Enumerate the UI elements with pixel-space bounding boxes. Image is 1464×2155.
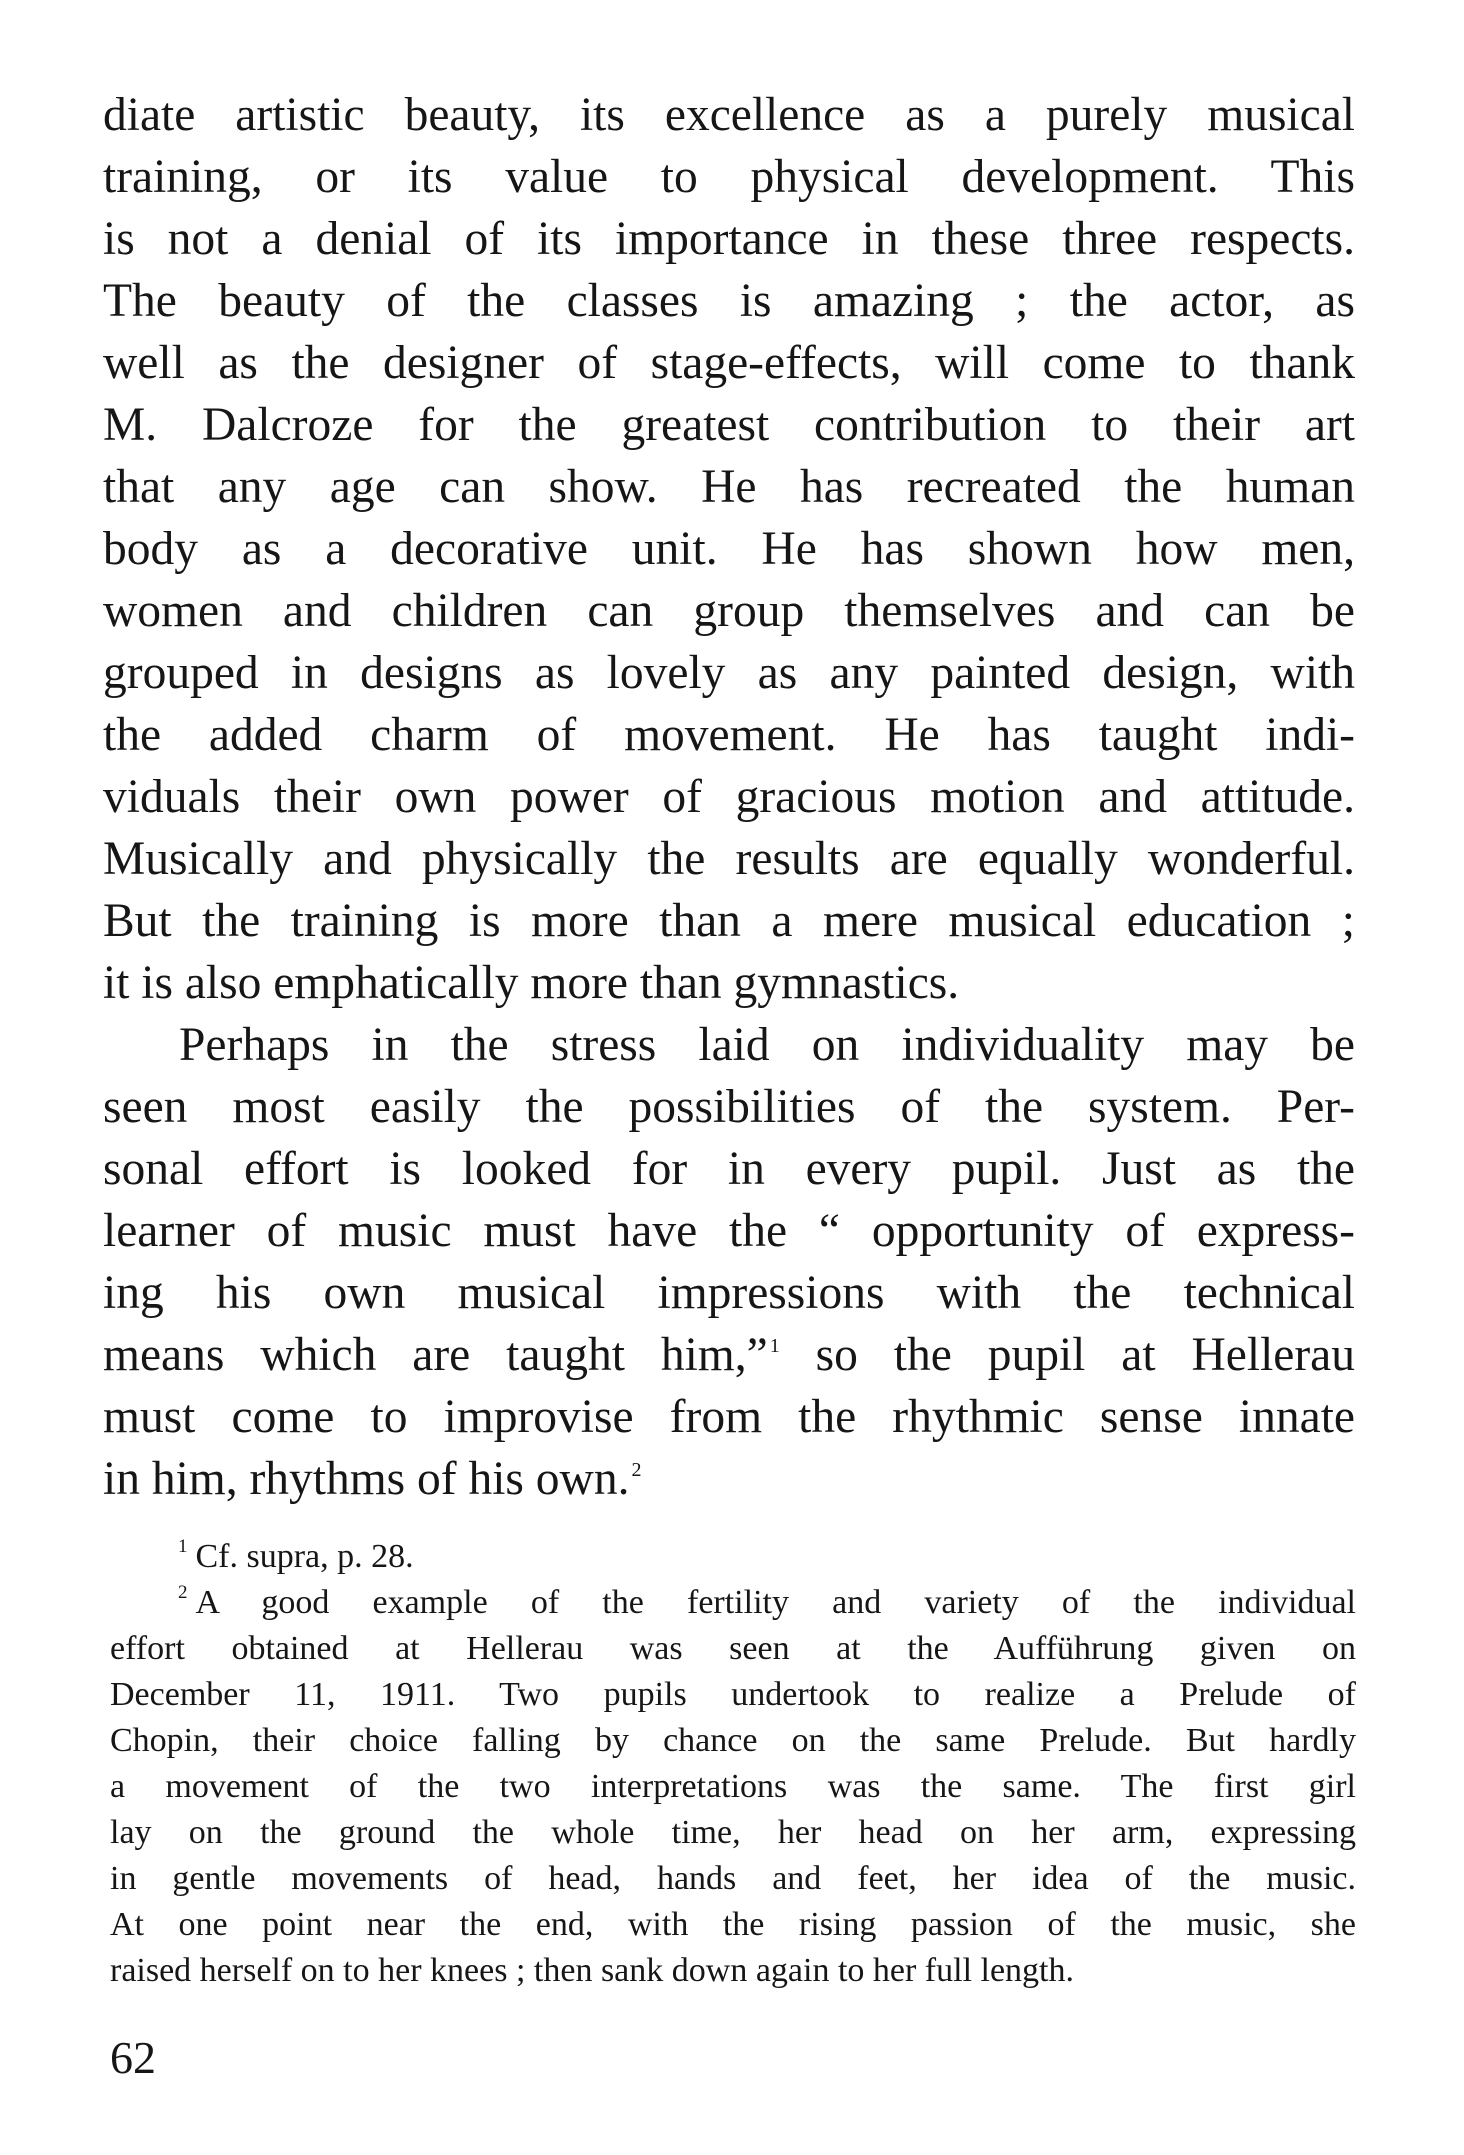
text-line: body as a decorative unit. He has shown how men, — [103, 523, 1355, 575]
text-fragment: so the pupil at Hellerau — [815, 1329, 1355, 1381]
text-line-with-reference — [103, 1448, 1355, 1510]
text-line: diate artistic beauty, its excellence as a purely musical — [103, 89, 1355, 141]
text-line: the added charm of movement. He has taught indi- — [103, 709, 1355, 761]
text-line: it is also emphatically more than gymnastics. — [103, 957, 960, 1009]
footnote-2-line: a movement of the two interpretations was the same. The first girl — [110, 1768, 1356, 1805]
text-line: that any age can show. He has recreated the human — [103, 461, 1355, 513]
footnote-2-line: Chopin, their choice falling by chance on the same Prelude. But hardly — [110, 1722, 1356, 1759]
text-fragment: means which are taught him,” — [103, 1329, 768, 1381]
text-line: Perhaps in the stress laid on individuality may be — [179, 1019, 1355, 1071]
text-line: M. Dalcroze for the greatest contribution to their art — [103, 399, 1355, 451]
footnote-1 — [110, 1534, 1356, 1580]
footnote-reference-1[interactable]: 1 — [769, 1335, 780, 1357]
footnote-1-text: Cf. supra, p. 28. — [195, 1538, 414, 1575]
footnote-2-text: A good example of the fertility and variety of the individual — [195, 1584, 1356, 1621]
text-line: The beauty of the classes is amazing ; the actor, as — [103, 275, 1355, 327]
text-line: well as the designer of stage-effects, will come to thank — [103, 337, 1355, 389]
footnote-2-line: raised herself on to her knees ; then sank down again to her full length. — [110, 1952, 1075, 1989]
text-line: Musically and physically the results are equally wonderful. — [103, 833, 1355, 885]
text-line: ing his own musical impressions with the technical — [103, 1267, 1355, 1319]
footnote-2-line — [110, 1580, 1356, 1626]
footnote-2-line: At one point near the end, with the rising passion of the music, she — [110, 1906, 1356, 1943]
footnote-marker-1: 1 — [178, 1536, 188, 1557]
footnote-marker-2: 2 — [178, 1582, 188, 1603]
text-line: learner of music must have the “ opportunity of express- — [103, 1205, 1355, 1257]
text-line: must come to improvise from the rhythmic sense innate — [103, 1391, 1355, 1443]
footnote-2-line: lay on the ground the whole time, her head on her arm, expressing — [110, 1814, 1356, 1851]
footnote-2-line: in gentle movements of head, hands and feet, her idea of the music. — [110, 1860, 1356, 1897]
text-line: training, or its value to physical development. This — [103, 151, 1355, 203]
text-line: women and children can group themselves and can be — [103, 585, 1355, 637]
text-line-with-reference — [103, 1324, 1355, 1386]
page-number: 62 — [110, 2032, 156, 2083]
text-line: sonal effort is looked for in every pupil. Just as the — [103, 1143, 1355, 1195]
text-line: grouped in designs as lovely as any painted design, with — [103, 647, 1355, 699]
body-text — [103, 84, 1355, 1510]
footnote-2-line: effort obtained at Hellerau was seen at the Aufführung given on — [110, 1630, 1356, 1667]
text-line: is not a denial of its importance in these three respects. — [103, 213, 1355, 265]
text-line: But the training is more than a mere musical education ; — [103, 895, 1355, 947]
text-line: viduals their own power of gracious motion and attitude. — [103, 771, 1355, 823]
footnotes — [110, 1534, 1356, 1994]
text-fragment: in him, rhythms of his own. — [103, 1453, 630, 1505]
footnote-2-line: December 11, 1911. Two pupils undertook to realize a Prelude of — [110, 1676, 1356, 1713]
footnote-reference-2[interactable]: 2 — [631, 1459, 642, 1481]
text-line: seen most easily the possibilities of the system. Per- — [103, 1081, 1355, 1133]
